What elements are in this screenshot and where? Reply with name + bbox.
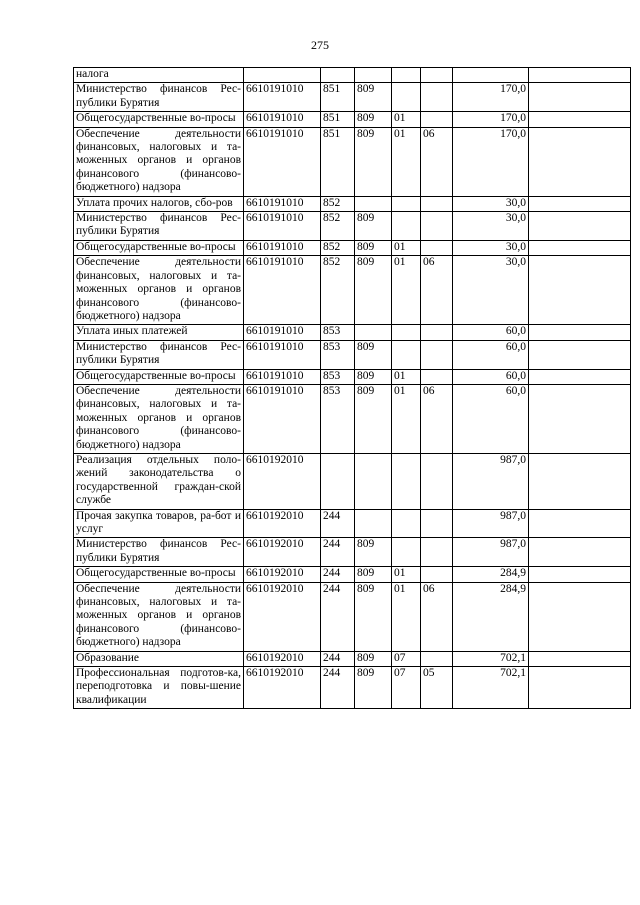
table-row [74,112,631,127]
target-code-cell: 6610192010 [244,567,321,582]
empty-cell [529,325,631,340]
table-row [74,212,631,241]
expense-type-cell: 852 [321,240,355,255]
expense-type-cell: 244 [321,538,355,567]
amount-cell [453,68,529,83]
subsection-cell: 06 [421,582,453,651]
subsection-cell: 05 [421,667,453,709]
target-code-cell: 6610191010 [244,240,321,255]
section-cell [392,83,421,112]
section-cell [392,453,421,509]
section-cell: 01 [392,582,421,651]
table-row [74,582,631,651]
section-cell [392,68,421,83]
target-code-cell [244,68,321,83]
expense-type-cell: 852 [321,212,355,241]
subsection-cell [421,340,453,369]
target-code-cell: 6610192010 [244,453,321,509]
empty-cell [529,83,631,112]
expense-type-cell: 244 [321,509,355,538]
ministry-code-cell [355,196,392,211]
amount-cell: 30,0 [453,256,529,325]
empty-cell [529,240,631,255]
expense-type-cell: 851 [321,83,355,112]
section-cell: 01 [392,127,421,196]
target-code-cell: 6610191010 [244,127,321,196]
ministry-code-cell: 809 [355,83,392,112]
empty-cell [529,369,631,384]
table-row [74,509,631,538]
section-cell [392,340,421,369]
empty-cell [529,212,631,241]
expense-type-cell: 852 [321,256,355,325]
ministry-code-cell: 809 [355,582,392,651]
row-name-cell: Образование [74,651,244,666]
row-name-cell: Профессиональная подготов-ка, переподготовка и повы-шение квалификации [74,667,244,709]
subsection-cell [421,212,453,241]
expense-type-cell: 851 [321,127,355,196]
subsection-cell [421,538,453,567]
expense-type-cell: 853 [321,384,355,453]
row-name-cell: Общегосударственные во-просы [74,112,244,127]
ministry-code-cell: 809 [355,567,392,582]
target-code-cell: 6610192010 [244,582,321,651]
target-code-cell: 6610191010 [244,340,321,369]
expense-type-cell [321,68,355,83]
row-name-cell: Уплата иных платежей [74,325,244,340]
subsection-cell [421,509,453,538]
target-code-cell: 6610192010 [244,651,321,666]
amount-cell: 284,9 [453,582,529,651]
table-row [74,651,631,666]
amount-cell: 30,0 [453,196,529,211]
empty-cell [529,509,631,538]
target-code-cell: 6610191010 [244,256,321,325]
subsection-cell: 06 [421,127,453,196]
ministry-code-cell: 809 [355,667,392,709]
subsection-cell [421,112,453,127]
empty-cell [529,384,631,453]
expense-type-cell: 851 [321,112,355,127]
empty-cell [529,453,631,509]
empty-cell [529,567,631,582]
section-cell [392,196,421,211]
section-cell: 01 [392,567,421,582]
subsection-cell [421,369,453,384]
empty-cell [529,127,631,196]
row-name-cell: Обеспечение деятельности финансовых, налоговых и та-моженных органов и органов финансового (финансово-бюджетного) надзора [74,256,244,325]
budget-table [73,67,631,709]
ministry-code-cell: 809 [355,212,392,241]
target-code-cell: 6610192010 [244,538,321,567]
budget-table-body [74,68,631,709]
table-row [74,384,631,453]
expense-type-cell: 244 [321,582,355,651]
subsection-cell [421,83,453,112]
section-cell [392,538,421,567]
table-row [74,240,631,255]
row-name-cell: Общегосударственные во-просы [74,567,244,582]
row-name-cell: Министерство финансов Рес-публики Бурятия [74,83,244,112]
section-cell: 01 [392,240,421,255]
empty-cell [529,582,631,651]
subsection-cell [421,240,453,255]
table-row [74,340,631,369]
row-name-cell: Реализация отдельных поло-жений законодательства о государственной граждан-ской службе [74,453,244,509]
section-cell: 01 [392,256,421,325]
row-name-cell: Министерство финансов Рес-публики Бурятия [74,340,244,369]
table-row [74,83,631,112]
target-code-cell: 6610192010 [244,509,321,538]
expense-type-cell: 244 [321,667,355,709]
table-row [74,538,631,567]
ministry-code-cell: 809 [355,240,392,255]
empty-cell [529,651,631,666]
ministry-code-cell: 809 [355,369,392,384]
target-code-cell: 6610192010 [244,667,321,709]
amount-cell: 30,0 [453,212,529,241]
subsection-cell [421,651,453,666]
section-cell: 07 [392,667,421,709]
amount-cell: 170,0 [453,112,529,127]
ministry-code-cell: 809 [355,538,392,567]
amount-cell: 60,0 [453,384,529,453]
row-name-cell: Обеспечение деятельности финансовых, налоговых и та-моженных органов и органов финансового (финансово-бюджетного) надзора [74,127,244,196]
row-name-cell: налога [74,68,244,83]
section-cell: 01 [392,369,421,384]
section-cell: 01 [392,384,421,453]
section-cell: 07 [392,651,421,666]
expense-type-cell: 853 [321,325,355,340]
section-cell [392,509,421,538]
empty-cell [529,112,631,127]
section-cell [392,325,421,340]
table-row [74,667,631,709]
empty-cell [529,256,631,325]
table-row [74,256,631,325]
row-name-cell: Прочая закупка товаров, ра-бот и услуг [74,509,244,538]
amount-cell: 702,1 [453,651,529,666]
ministry-code-cell: 809 [355,127,392,196]
ministry-code-cell: 809 [355,112,392,127]
subsection-cell [421,453,453,509]
target-code-cell: 6610191010 [244,83,321,112]
amount-cell: 284,9 [453,567,529,582]
table-row [74,127,631,196]
row-name-cell: Общегосударственные во-просы [74,240,244,255]
subsection-cell [421,567,453,582]
expense-type-cell: 244 [321,567,355,582]
empty-cell [529,538,631,567]
target-code-cell: 6610191010 [244,196,321,211]
subsection-cell [421,196,453,211]
row-name-cell: Общегосударственные во-просы [74,369,244,384]
ministry-code-cell [355,453,392,509]
amount-cell: 987,0 [453,509,529,538]
table-row [74,453,631,509]
ministry-code-cell: 809 [355,256,392,325]
expense-type-cell: 244 [321,651,355,666]
target-code-cell: 6610191010 [244,369,321,384]
empty-cell [529,196,631,211]
expense-type-cell: 853 [321,369,355,384]
target-code-cell: 6610191010 [244,212,321,241]
ministry-code-cell [355,68,392,83]
amount-cell: 170,0 [453,83,529,112]
row-name-cell: Обеспечение деятельности финансовых, налоговых и та-моженных органов и органов финансового (финансово-бюджетного) надзора [74,582,244,651]
row-name-cell: Уплата прочих налогов, сбо-ров [74,196,244,211]
amount-cell: 702,1 [453,667,529,709]
ministry-code-cell [355,325,392,340]
subsection-cell: 06 [421,384,453,453]
target-code-cell: 6610191010 [244,384,321,453]
expense-type-cell: 852 [321,196,355,211]
section-cell: 01 [392,112,421,127]
table-row [74,196,631,211]
expense-type-cell [321,453,355,509]
subsection-cell [421,325,453,340]
target-code-cell: 6610191010 [244,325,321,340]
table-row [74,369,631,384]
subsection-cell: 06 [421,256,453,325]
amount-cell: 60,0 [453,369,529,384]
target-code-cell: 6610191010 [244,112,321,127]
table-row [74,567,631,582]
amount-cell: 987,0 [453,453,529,509]
amount-cell: 30,0 [453,240,529,255]
subsection-cell [421,68,453,83]
amount-cell: 987,0 [453,538,529,567]
page-number: 275 [311,38,329,52]
empty-cell [529,667,631,709]
table-row [74,325,631,340]
section-cell [392,212,421,241]
row-name-cell: Обеспечение деятельности финансовых, налоговых и та-моженных органов и органов финансового (финансово-бюджетного) надзора [74,384,244,453]
row-name-cell: Министерство финансов Рес-публики Бурятия [74,538,244,567]
row-name-cell: Министерство финансов Рес-публики Бурятия [74,212,244,241]
empty-cell [529,68,631,83]
amount-cell: 60,0 [453,340,529,369]
expense-type-cell: 853 [321,340,355,369]
ministry-code-cell [355,509,392,538]
ministry-code-cell: 809 [355,340,392,369]
ministry-code-cell: 809 [355,651,392,666]
table-row [74,68,631,83]
amount-cell: 170,0 [453,127,529,196]
ministry-code-cell: 809 [355,384,392,453]
amount-cell: 60,0 [453,325,529,340]
empty-cell [529,340,631,369]
